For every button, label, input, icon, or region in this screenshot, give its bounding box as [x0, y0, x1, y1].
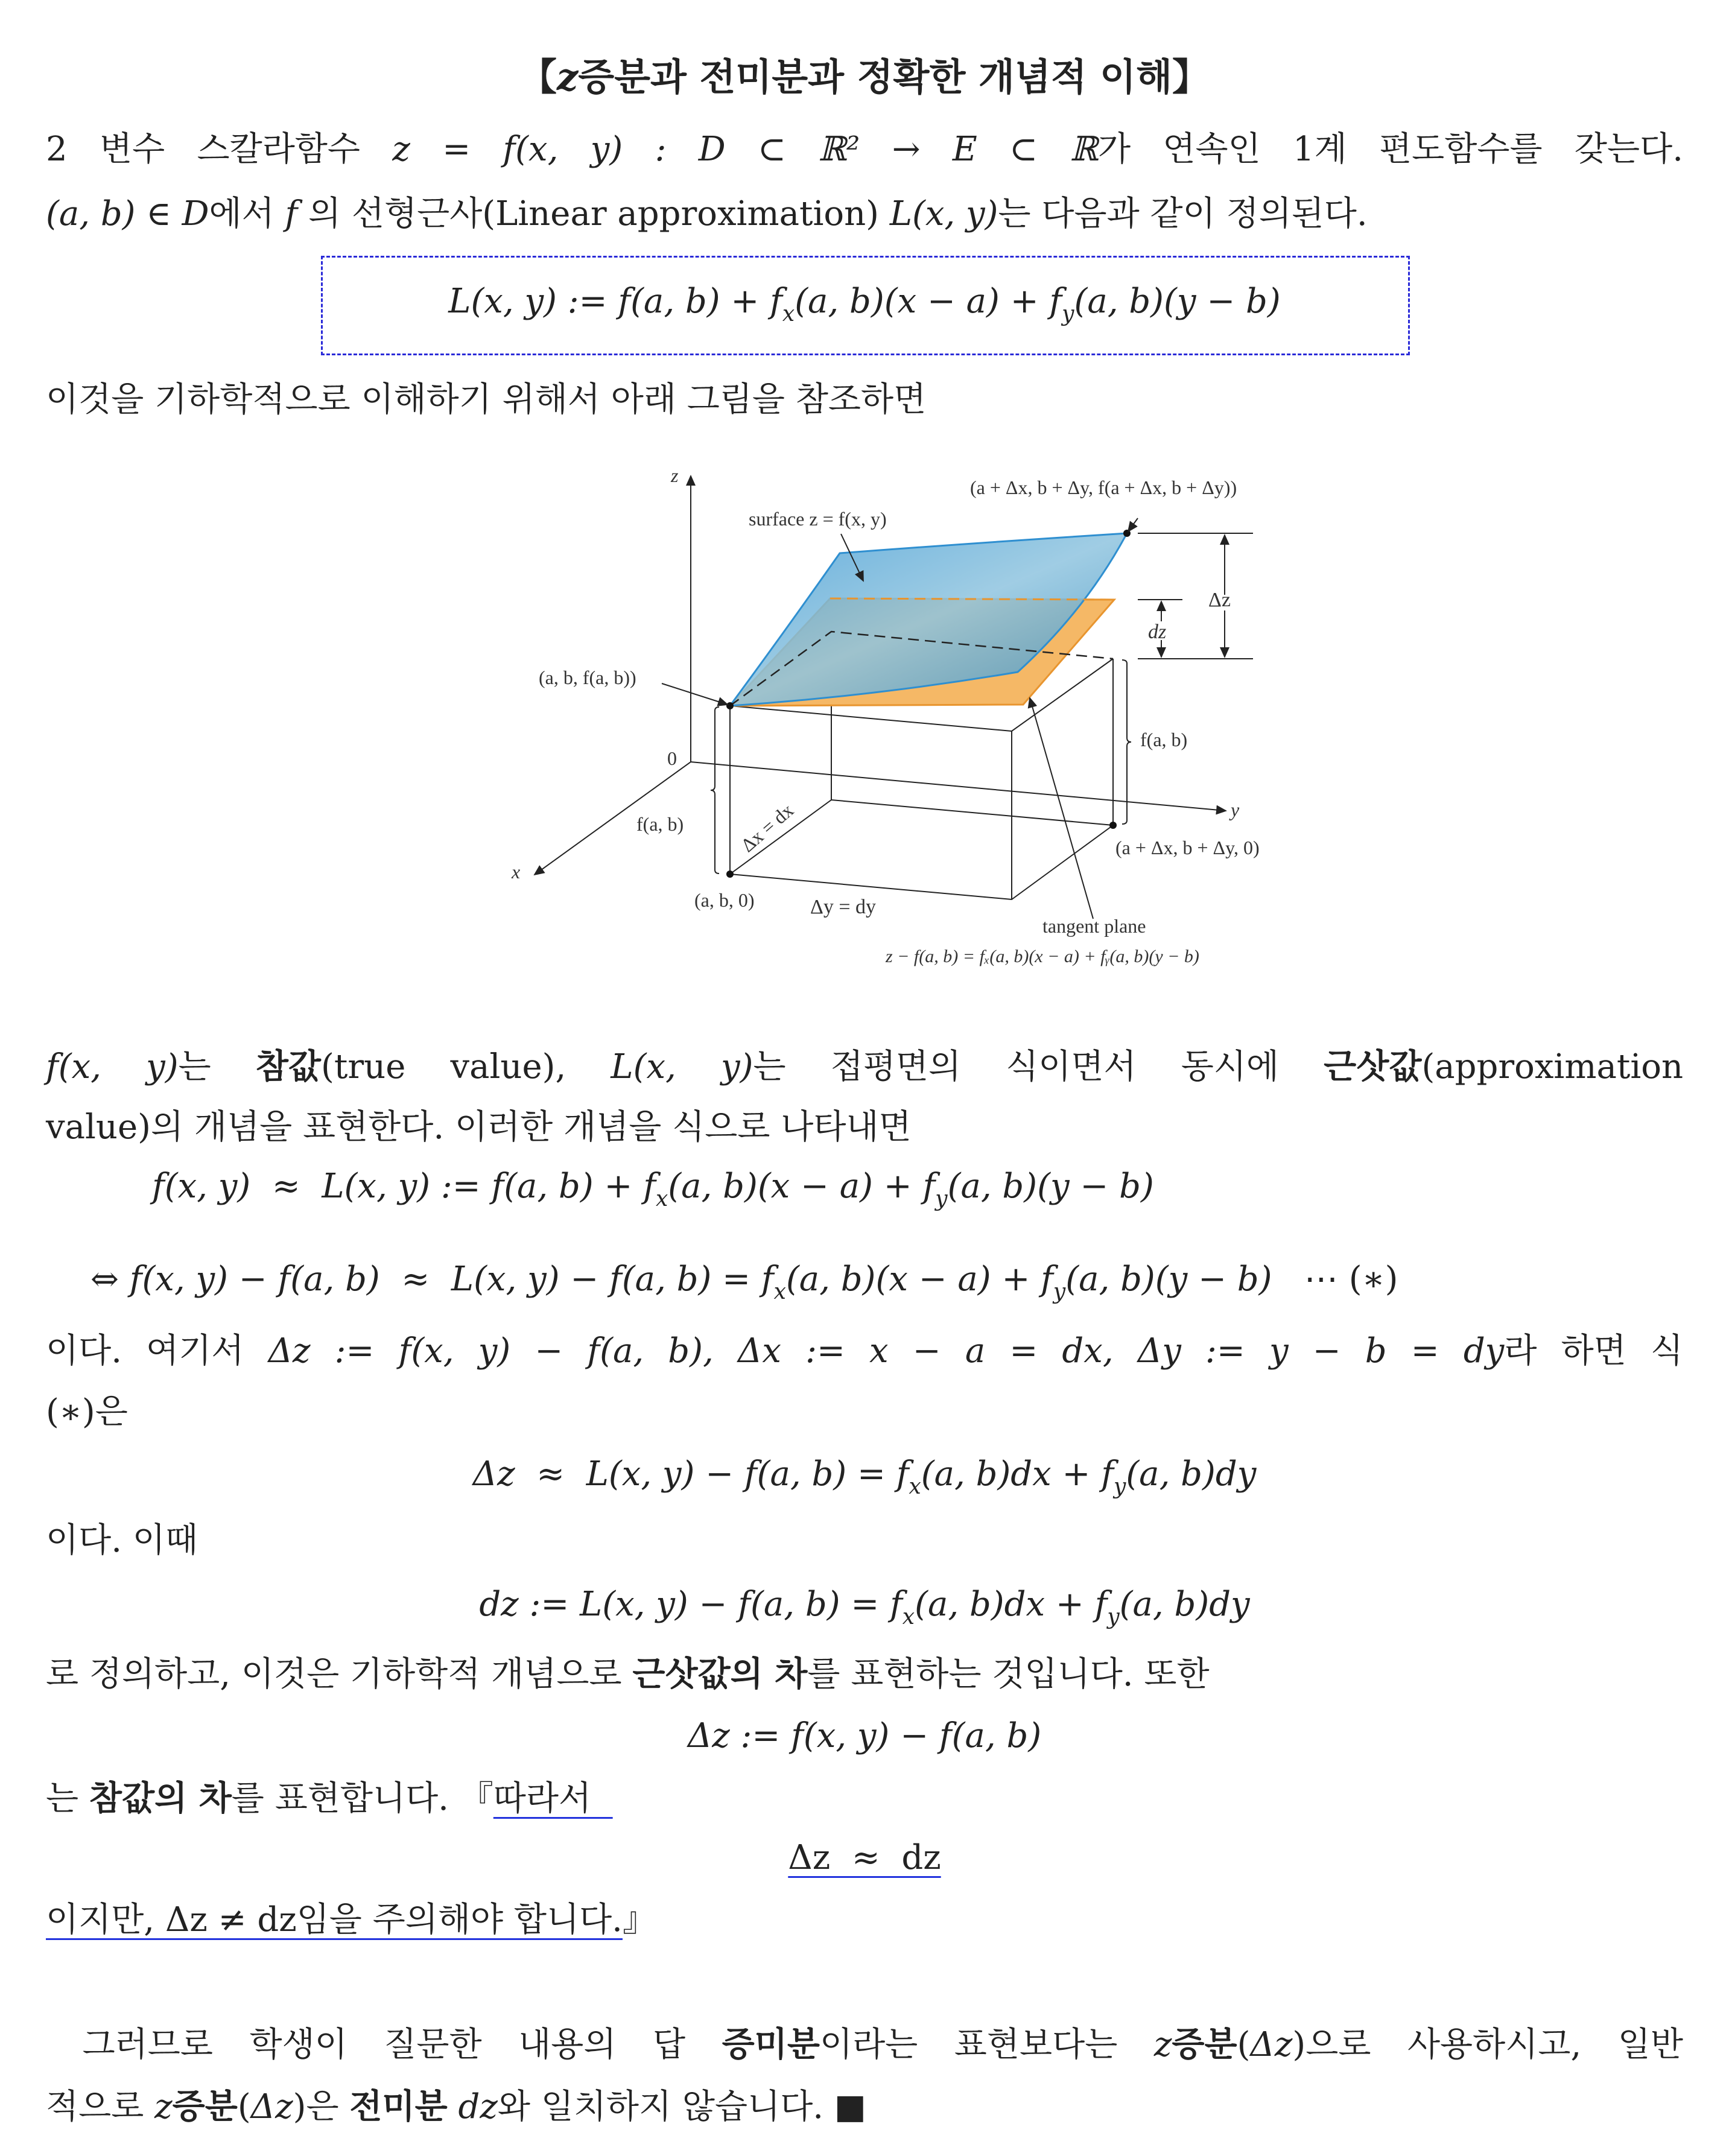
underlined-segment: 따라서 [493, 1779, 613, 1818]
delta-z-label: Δz [1208, 589, 1231, 611]
y-axis-label: y [1231, 799, 1240, 820]
text-segment: (approximation [1421, 1047, 1684, 1086]
surface-label: surface z = f(x, y) [749, 508, 887, 530]
text-segment: 를 표현하는 것입니다. 또한 [807, 1655, 1210, 1694]
math-segment: f(x, y) [46, 1047, 179, 1086]
text-line [46, 1895, 1683, 1945]
text-segment: 증분과 전미분과 정확한 개념적 이해】 [578, 55, 1210, 99]
text-segment: value)의 개념을 표현한다. 이러한 개념을 식으로 나타내면 [46, 1108, 912, 1147]
math-segment: z [1153, 2025, 1172, 2064]
text-segment: 2 변수 스칼라함수 [46, 130, 393, 169]
text-segment: 의 선형근사(Linear approximation) [297, 194, 890, 233]
text-segment: ⇔ [90, 1260, 130, 1299]
text-segment [448, 2087, 458, 2126]
math-segment: (a, b)(x − a) + f [795, 282, 1062, 321]
math-segment: dz [458, 2087, 498, 2126]
top-point-label: (a + Δx, b + Δy, f(a + Δx, b + Δy)) [970, 477, 1237, 498]
far-point-label: (a + Δx, b + Δy, 0) [1115, 837, 1260, 858]
text-segment: 는 접평면의 식이면서 동시에 [753, 1047, 1324, 1086]
math-segment: L(x, y) [611, 1047, 753, 1086]
math-segment: dz := L(x, y) − f(a, b) = f [479, 1585, 903, 1624]
text-segment: ⋯ (∗) [1272, 1260, 1398, 1299]
text-segment: 에서 [209, 194, 285, 233]
surface [730, 533, 1127, 706]
fab-left-label: f(a, b) [636, 813, 684, 835]
paragraph-true-value-line-2 [46, 1102, 1683, 1153]
math-segment: (a, b)(y − b) [1074, 282, 1281, 321]
fab-right-label: f(a, b) [1140, 729, 1188, 750]
page-title [46, 52, 1683, 103]
text-segment: ( [1237, 2025, 1251, 2064]
text-segment: 적으로 [46, 2087, 155, 2126]
math-segment: L(x, y) := f(a, b) + f [448, 282, 782, 321]
approximation-equation [152, 1161, 1729, 1212]
text-segment: ( [237, 2087, 251, 2126]
math-segment: L(x, y) [889, 194, 998, 233]
text-segment: 【 [519, 55, 557, 99]
math-segment: (a, b)(y − b) [1065, 1260, 1272, 1299]
text-line [46, 1515, 1683, 1566]
z-axis-label: z [671, 464, 679, 486]
subscript: y [1107, 1605, 1120, 1629]
bold-text-segment: 참값의 차 [89, 1778, 232, 1818]
math-segment: (a, b)dy [1119, 1585, 1250, 1624]
subscript: x [902, 1605, 915, 1629]
equivalence-equation [90, 1254, 1637, 1305]
math-segment: Δz := f(x, y) − f(a, b), Δx := x − a = dx, Δy := y − b = dy [268, 1331, 1505, 1371]
math-segment: f(x, y) ≈ L(x, y) := f(a, b) + f [152, 1167, 656, 1206]
delta-y-label: Δy = dy [810, 896, 877, 918]
origin-label: 0 [667, 747, 677, 769]
underlined-segment: 이지만, Δz ≠ dz임을 주의해야 합니다. [46, 1900, 623, 1939]
conclusion-line-1 [46, 2019, 1683, 2070]
subscript: x [655, 1187, 668, 1211]
bold-text-segment: 근삿값의 차 [632, 1654, 808, 1694]
intro-paragraph-line-2 [46, 189, 1683, 239]
tangent-plane-equation: z − f(a, b) = fₓ(a, b)(x − a) + fᵧ(a, b)(y − b) [886, 946, 1199, 966]
math-segment: z [154, 2087, 173, 2126]
math-segment: (a, b) ∈ D [46, 194, 209, 233]
math-segment: (a, b)(x − a) + f [668, 1167, 936, 1206]
math-segment: Δz ≈ L(x, y) − f(a, b) = f [472, 1454, 909, 1494]
y-axis [691, 762, 1226, 811]
math-segment: z [557, 55, 579, 99]
base-point-label: (a, b, f(a, b)) [539, 667, 636, 688]
origin-point-label: (a, b, 0) [694, 889, 755, 911]
math-segment: (a, b)dx + f [915, 1585, 1108, 1624]
linear-approximation-formula [46, 276, 1683, 327]
math-segment: (a, b)dx + f [921, 1454, 1114, 1494]
math-segment: Δz [250, 2087, 293, 2126]
subscript: y [1062, 302, 1074, 326]
text-segment: 는 [46, 1779, 89, 1818]
subscript: y [1113, 1474, 1126, 1499]
text-segment: 는 다음과 같이 정의된다. [998, 194, 1368, 233]
definitions-line [46, 1326, 1683, 1377]
text-segment: 는 [178, 1047, 256, 1086]
figure-intro-text [46, 375, 1683, 425]
text-segment: 』 [622, 1900, 656, 1939]
intro-paragraph-line-1 [46, 124, 1683, 175]
math-segment: z = f(x, y) : D ⊂ ℝ² → E ⊂ ℝ [392, 130, 1098, 169]
text-line [46, 1773, 1683, 1824]
math-segment: (a, b)(x − a) + f [785, 1260, 1053, 1299]
text-segment: 가 연속인 1계 편도함수를 갖는다. [1097, 130, 1683, 169]
conclusion-line-2 [46, 2081, 1683, 2132]
text-segment: 로 정의하고, 이것은 기하학적 개념으로 [46, 1655, 633, 1694]
text-segment: (true value), [321, 1047, 611, 1086]
bold-text-segment: 전미분 [349, 2087, 448, 2126]
text-segment: 이것을 기하학적으로 이해하기 위해서 아래 그림을 참조하면 [46, 380, 927, 419]
text-line [46, 1649, 1683, 1699]
paragraph-true-value-line-1 [46, 1041, 1683, 1092]
math-segment: (a, b)dy [1126, 1454, 1257, 1494]
delta-z-approximation-equation [46, 1449, 1683, 1500]
bold-text-segment: 증미분 [722, 2024, 820, 2064]
bold-text-segment: 증분 [172, 2087, 238, 2126]
delta-z-approx-dz [46, 1833, 1683, 1883]
subscript: y [935, 1187, 948, 1211]
delta-x-label: Δx = dx [736, 799, 798, 857]
delta-z-definition-equation [46, 1711, 1683, 1761]
text-segment: )으로 사용하시고, 일반 [1292, 2025, 1683, 2064]
subscript: x [909, 1474, 921, 1499]
bold-text-segment: 증분 [1172, 2024, 1237, 2064]
text-segment: 라 하면 식 [1504, 1331, 1683, 1371]
text-segment: 와 일치하지 않습니다. ■ [497, 2087, 866, 2126]
dz-definition-equation [46, 1579, 1683, 1630]
math-segment: Δz := f(x, y) − f(a, b) [687, 1716, 1042, 1755]
subscript: x [782, 302, 795, 326]
star-reference [46, 1387, 1683, 1438]
text-segment: 이다. 이때 [46, 1521, 198, 1560]
text-segment: 이라는 표현보다는 [819, 2025, 1154, 2064]
math-segment: f [285, 194, 298, 233]
text-segment: (∗)은 [46, 1392, 128, 1432]
underlined-segment: Δz ≈ dz [788, 1838, 941, 1877]
subscript: x [773, 1279, 786, 1304]
text-segment: 이다. 여기서 [46, 1331, 268, 1371]
bold-text-segment: 참값 [255, 1047, 322, 1086]
tangent-plane-label: tangent plane [1042, 915, 1146, 937]
tangent-plane-figure [483, 452, 1357, 995]
x-axis-label: x [512, 861, 521, 883]
text-segment: )은 [293, 2087, 350, 2126]
bold-text-segment: 근삿값 [1324, 1047, 1422, 1086]
text-segment: 그러므로 학생이 질문한 내용의 답 [46, 2025, 722, 2064]
dz-label: dz [1148, 621, 1167, 643]
text-segment: 를 표현합니다. 『 [231, 1779, 493, 1818]
math-segment: f(x, y) − f(a, b) ≈ L(x, y) − f(a, b) = f [129, 1260, 774, 1299]
subscript: y [1053, 1279, 1066, 1304]
math-segment: Δz [1250, 2025, 1293, 2064]
math-segment: (a, b)(y − b) [947, 1167, 1154, 1206]
